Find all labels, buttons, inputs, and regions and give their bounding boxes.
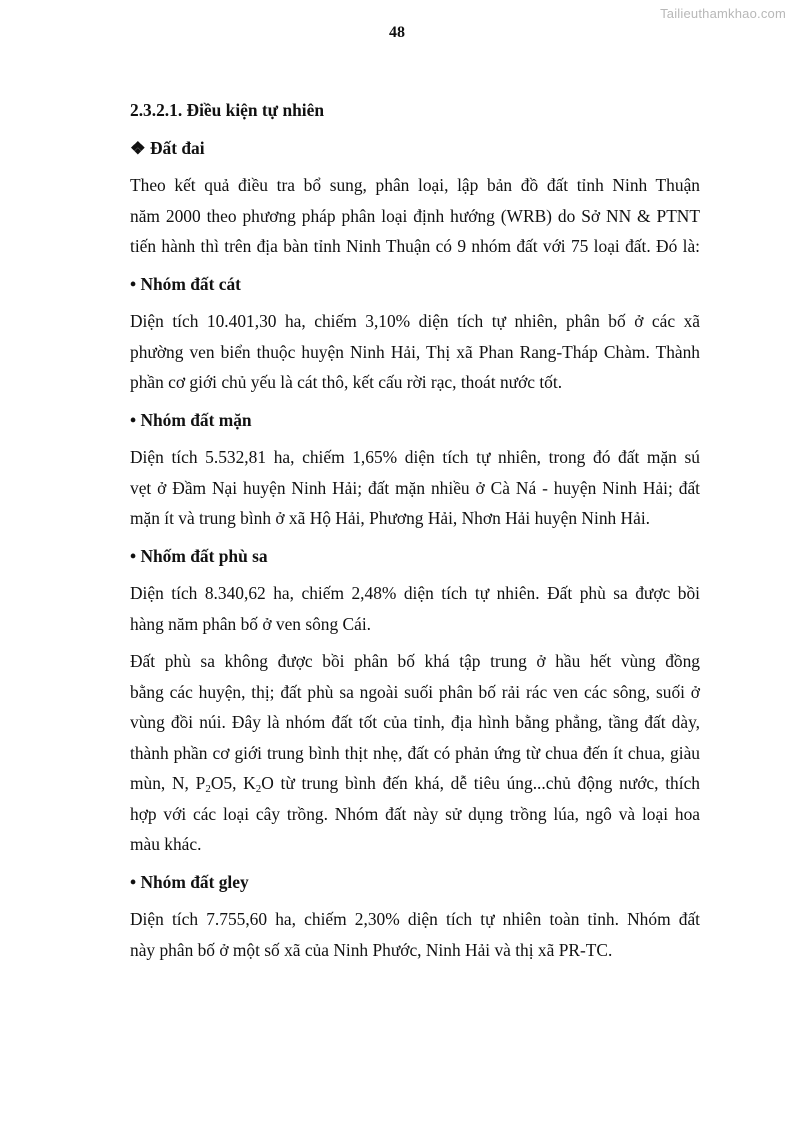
paragraph-line: Diện tích 10.401,30 ha, chiếm 3,10% diện tích tự nhiên, phân bố ở các xã [130, 311, 700, 331]
bullet-icon: • [130, 871, 137, 892]
paragraph-line: vùng đồi núi. Đây là nhóm đất tốt của tỉnh, địa hình bằng phẳng, tầng đất dày, [130, 712, 700, 732]
group-heading-gley [130, 867, 700, 898]
diamond-bullet-icon: ❖ [130, 137, 146, 158]
paragraph-line: màu khác. [130, 834, 202, 854]
text-run: mùn, N, P [130, 773, 206, 793]
paragraph-line: Diện tích 5.532,81 ha, chiếm 1,65% diện tích tự nhiên, trong đó đất mặn sú [130, 447, 700, 467]
bullet-icon: • [130, 545, 137, 566]
paragraph-line: phường ven biển thuộc huyện Ninh Hải, Thị xã Phan Rang-Tháp Chàm. Thành [130, 341, 700, 362]
paragraph-line: bằng các huyện, thị; đất phù sa ngoài suối phân bố rải rác ven các sông, suối ở [130, 681, 700, 702]
paragraph-line: năm 2000 theo phương pháp phân loại định hướng (WRB) do Sở NN & PTNT [130, 205, 700, 226]
group-paragraph-phusa-2 [130, 646, 700, 860]
group-title: Nhốm đất phù sa [140, 545, 268, 566]
paragraph-line: Diện tích 8.340,62 ha, chiếm 2,48% diện tích tự nhiên. Đất phù sa được bồi [130, 583, 700, 603]
group-paragraph-phusa [130, 578, 700, 639]
group-heading-cat [130, 269, 700, 300]
text-run: O5, K [210, 773, 256, 793]
group-heading-man [130, 405, 700, 436]
subscript: 2 [255, 783, 262, 795]
paragraph-line: này phân bố ở một số xã của Ninh Phước, Ninh Hải và thị xã PR-TC. [130, 939, 613, 960]
text-run: O từ trung bình đến khá, dễ tiêu úng...chủ động nước, thích [261, 773, 700, 793]
group-title: Nhóm đất mặn [140, 409, 252, 430]
paragraph-line: Đất phù sa không được bồi phân bố khá tập trung ở hầu hết vùng đồng [130, 651, 700, 671]
paragraph-line: mặn ít và trung bình ở xã Hộ Hải, Phương Hải, Nhơn Hải huyện Ninh Hải. [130, 508, 651, 528]
paragraph-line: vẹt ở Đầm Nại huyện Ninh Hải; đất mặn nhiều ở Cà Ná - huyện Ninh Hải; đất [130, 477, 700, 498]
section-title: 2.3.2.1. Điều kiện tự nhiên [130, 100, 325, 120]
watermark-text: Tailieuthamkhao.com [660, 6, 786, 21]
subsection-heading [130, 133, 700, 164]
subscript: 2 [205, 783, 211, 795]
paragraph-line-formula [130, 768, 700, 799]
group-paragraph-cat [130, 306, 700, 398]
paragraph-line: hàng năm phân bố ở ven sông Cái. [130, 613, 372, 634]
paragraph-line: thành phần cơ giới trung bình thịt nhẹ, đất có phản ứng từ chua đến ít chua, giàu [130, 742, 700, 763]
paragraph-line: tiến hành thì trên địa bàn tỉnh Ninh Thuận có 9 nhóm đất với 75 loại đất. Đó là: [130, 236, 700, 256]
group-title: Nhóm đất cát [140, 273, 241, 294]
page-number: 48 [389, 24, 405, 41]
bullet-icon: • [130, 273, 137, 294]
intro-paragraph [130, 170, 700, 262]
paragraph-line: hợp với các loại cây trồng. Nhóm đất này sử dụng trồng lúa, ngô và loại hoa [130, 803, 700, 824]
group-title: Nhóm đất gley [140, 871, 249, 892]
paragraph-line: Theo kết quả điều tra bổ sung, phân loại, lập bản đồ đất tỉnh Ninh Thuận [130, 175, 700, 195]
group-heading-phusa [130, 541, 700, 572]
group-paragraph-gley [130, 904, 700, 965]
paragraph-line: phần cơ giới chủ yếu là cát thô, kết cấu rời rạc, thoát nước tốt. [130, 372, 563, 392]
group-paragraph-man [130, 442, 700, 534]
page-content [130, 95, 700, 965]
subsection-title: Đất đai [149, 137, 205, 158]
bullet-icon: • [130, 409, 137, 430]
paragraph-line: Diện tích 7.755,60 ha, chiếm 2,30% diện tích tự nhiên toàn tỉnh. Nhóm đất [130, 909, 700, 929]
